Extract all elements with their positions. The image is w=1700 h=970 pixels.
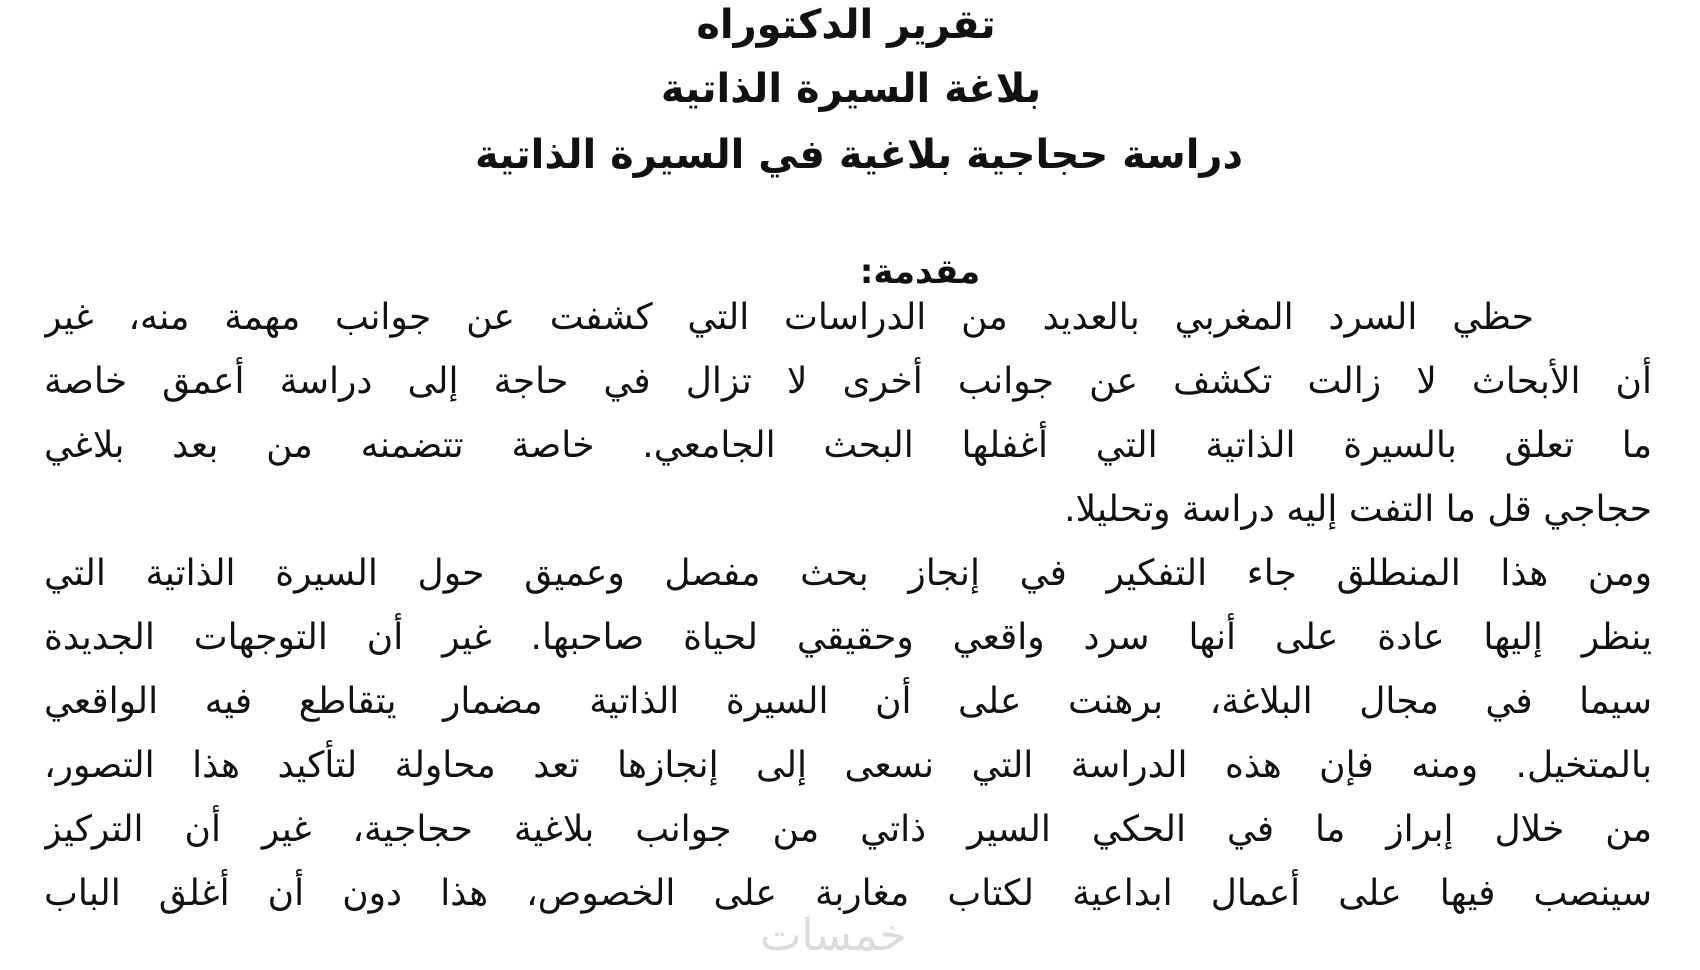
paragraph-line: أن الأبحاث لا زالت تكشف عن جوانب أخرى لا تزال في حاجة إلى دراسة أعمق خاصة xyxy=(44,361,1652,402)
paragraph-line: حظي السرد المغربي بالعديد من الدراسات التي كشفت عن جوانب مهمة منه، غير xyxy=(44,297,1534,338)
paragraph-line: من خلال إبراز ما في الحكي السير ذاتي من جوانب بلاغية حجاجية، غير أن التركيز xyxy=(44,809,1652,850)
paragraph-line: حجاجي قل ما التفت إليه دراسة وتحليلا. xyxy=(1064,489,1652,530)
paragraph-line: ما تعلق بالسيرة الذاتية التي أغفلها البحث الجامعي. خاصة تتضمنه من بعد بلاغي xyxy=(44,425,1652,466)
paragraph-line: ومن هذا المنطلق جاء التفكير في إنجاز بحث مفصل وعميق حول السيرة الذاتية التي xyxy=(44,553,1652,594)
watermark-logo: خمسات xyxy=(760,910,907,961)
title-line-3: دراسة حجاجية بلاغية في السيرة الذاتية xyxy=(475,132,1243,178)
paragraph-line: ينظر إليها عادة على أنها سرد واقعي وحقيقي لحياة صاحبها. غير أن التوجهات الجديدة xyxy=(44,617,1652,658)
introduction-heading: مقدمة: xyxy=(859,252,981,292)
paragraph-line: بالمتخيل. ومنه فإن هذه الدراسة التي نسعى إلى إنجازها تعد محاولة لتأكيد هذا التصور، xyxy=(44,745,1652,786)
title-line-2: بلاغة السيرة الذاتية xyxy=(660,66,1042,112)
paragraph-line: سيما في مجال البلاغة، برهنت على أن السيرة الذاتية مضمار يتقاطع فيه الواقعي xyxy=(44,681,1652,722)
paragraph-line: سينصب فيها على أعمال ابداعية لكتاب مغاربة على الخصوص، هذا دون أن أغلق الباب xyxy=(44,873,1652,914)
title-line-1: تقرير الدكتوراه xyxy=(696,2,996,48)
